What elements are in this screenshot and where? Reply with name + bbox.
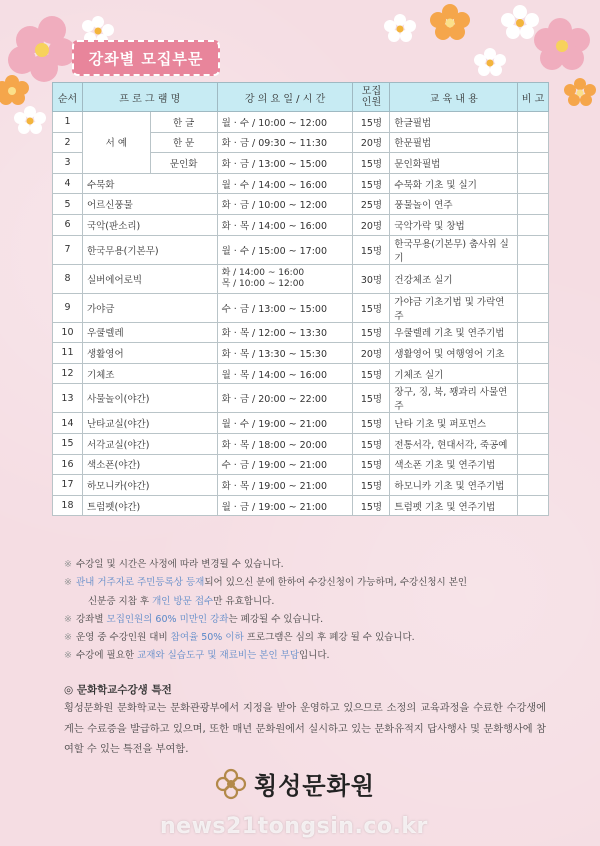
content-cell: 수묵화 기초 및 실기 <box>390 173 518 194</box>
benefit-text: 횡성문화원 문화학교는 문화관광부에서 지정을 받아 운영하고 있으므로 소정의 교육과정을 수료한 수강생에게는 수료증을 발급하고 있으며, 또한 매년 문화원에서 실시하고 있는 문화유적지 답사행사 및 문화행사에 참여할 수 있는 특전을 부여함. <box>64 703 546 755</box>
program-name-cell: 트럼펫(야간) <box>82 495 217 516</box>
note-1: ※ 수강일 및 시간은 사정에 따라 변경될 수 있습니다. <box>64 559 284 570</box>
time-cell: 수 · 금 / 13:00 ~ 15:00 <box>217 293 353 322</box>
count-cell: 15명 <box>353 495 390 516</box>
benefit-title: ◎ 문화학교수강생 특전 <box>64 684 172 696</box>
note-cell <box>518 384 549 413</box>
row-number-cell: 15 <box>53 433 83 454</box>
table-row <box>53 293 549 322</box>
content-cell: 가야금 기초기법 및 가락연주 <box>390 293 518 322</box>
header-order: 순서 <box>53 83 83 112</box>
table-row <box>53 264 549 293</box>
note-cell <box>518 322 549 343</box>
row-number-cell: 13 <box>53 384 83 413</box>
count-cell: 15명 <box>353 112 390 133</box>
note-cell <box>518 264 549 293</box>
time-cell: 월 · 수 / 10:00 ~ 12:00 <box>217 112 353 133</box>
table-row <box>53 384 549 413</box>
note-cell <box>518 363 549 384</box>
count-cell: 15명 <box>353 475 390 496</box>
content-cell: 기체조 실기 <box>390 363 518 384</box>
note-3: ※ 강좌별 모집인원의 60% 미만인 강좌는 폐강될 수 있습니다. <box>64 613 324 625</box>
time-line-1: 화 / 14:00 ~ 16:00 <box>221 267 305 278</box>
count-cell: 15명 <box>353 384 390 413</box>
count-cell: 15명 <box>353 173 390 194</box>
time-cell: 화 · 목 / 12:00 ~ 13:30 <box>217 322 353 343</box>
count-cell: 15명 <box>353 363 390 384</box>
count-cell: 15명 <box>353 454 390 475</box>
content-cell: 하모니카 기초 및 연주기법 <box>390 475 518 496</box>
note-cell <box>518 132 549 153</box>
note-cell <box>518 343 549 364</box>
row-number-cell: 4 <box>53 173 83 194</box>
time-cell: 화 · 금 / 20:00 ~ 22:00 <box>217 384 353 413</box>
header-time: 강 의 요 일 / 시 간 <box>217 83 353 112</box>
program-name-cell: 서각교실(야간) <box>82 433 217 454</box>
program-name-cell: 가야금 <box>82 293 217 322</box>
count-cell: 15명 <box>353 413 390 434</box>
time-cell: 월 · 수 / 15:00 ~ 17:00 <box>217 235 353 264</box>
row-number-cell: 6 <box>53 214 83 235</box>
table-row <box>53 322 549 343</box>
program-sub-cell: 문인화 <box>150 153 217 174</box>
program-name-cell: 기체조 <box>82 363 217 384</box>
row-number-cell: 2 <box>53 132 83 153</box>
notes-section <box>64 556 544 666</box>
header-program: 프 로 그 램 명 <box>82 83 217 112</box>
row-number-cell: 18 <box>53 495 83 516</box>
table-row <box>53 363 549 384</box>
table-row <box>53 112 549 133</box>
note-cell <box>518 433 549 454</box>
content-cell: 한국무용(기본무) 춤사위 실기 <box>390 235 518 264</box>
row-number-cell: 5 <box>53 194 83 215</box>
table-header-row <box>53 83 549 112</box>
count-cell: 20명 <box>353 343 390 364</box>
time-cell: 월 · 수 / 19:00 ~ 21:00 <box>217 413 353 434</box>
program-name-cell: 사물놀이(야간) <box>82 384 217 413</box>
program-name-cell: 실버에어로빅 <box>82 264 217 293</box>
time-cell: 월 · 수 / 14:00 ~ 16:00 <box>217 173 353 194</box>
note-5: ※ 수강에 필요한 교재와 실습도구 및 재료비는 본인 부담입니다. <box>64 650 330 662</box>
note-2-cont: 신분증 지참 후 개인 방문 접수만 유효합니다. <box>88 595 275 607</box>
count-cell: 30명 <box>353 264 390 293</box>
header-note: 비 고 <box>518 83 549 112</box>
time-cell: 화 · 금 / 09:30 ~ 11:30 <box>217 132 353 153</box>
row-number-cell: 1 <box>53 112 83 133</box>
program-name-cell: 난타교실(야간) <box>82 413 217 434</box>
time-line-2: 목 / 10:00 ~ 12:00 <box>221 278 305 289</box>
note-cell <box>518 235 549 264</box>
table-row <box>53 475 549 496</box>
time-cell: 수 · 금 / 19:00 ~ 21:00 <box>217 454 353 475</box>
program-name-cell: 우쿨렐레 <box>82 322 217 343</box>
program-name-cell: 한국무용(기본무) <box>82 235 217 264</box>
count-cell: 15명 <box>353 433 390 454</box>
row-number-cell: 12 <box>53 363 83 384</box>
program-name-cell: 생활영어 <box>82 343 217 364</box>
count-cell: 20명 <box>353 214 390 235</box>
program-name-cell: 색소폰(야간) <box>82 454 217 475</box>
table-row <box>53 413 549 434</box>
row-number-cell: 7 <box>53 235 83 264</box>
row-number-cell: 16 <box>53 454 83 475</box>
content-cell: 우쿨렐레 기초 및 연주기법 <box>390 322 518 343</box>
note-cell <box>518 112 549 133</box>
table-row <box>53 343 549 364</box>
content-cell: 문인화필법 <box>390 153 518 174</box>
content-cell: 건강체조 실기 <box>390 264 518 293</box>
note-cell <box>518 173 549 194</box>
content-cell: 국악가락 및 창법 <box>390 214 518 235</box>
content-cell: 난타 기초 및 퍼포먼스 <box>390 413 518 434</box>
time-cell: 화 · 금 / 10:00 ~ 12:00 <box>217 194 353 215</box>
row-number-cell: 17 <box>53 475 83 496</box>
table-row <box>53 214 549 235</box>
time-cell: 화 · 목 / 18:00 ~ 20:00 <box>217 433 353 454</box>
note-cell <box>518 475 549 496</box>
content-cell: 풍물놀이 연주 <box>390 194 518 215</box>
group-label-cell: 서 예 <box>82 112 150 174</box>
note-cell <box>518 495 549 516</box>
content-cell: 한글필법 <box>390 112 518 133</box>
row-number-cell: 10 <box>53 322 83 343</box>
flower-emblem-icon <box>214 767 248 801</box>
table-row <box>53 235 549 264</box>
course-table <box>52 82 549 516</box>
time-cell: 화 · 목 / 13:30 ~ 15:30 <box>217 343 353 364</box>
program-name-cell: 국악(판소리) <box>82 214 217 235</box>
row-number-cell: 3 <box>53 153 83 174</box>
header-count: 모집 인원 <box>353 83 390 112</box>
table-row <box>53 495 549 516</box>
program-name-cell: 하모니카(야간) <box>82 475 217 496</box>
content-cell: 전통서각, 현대서각, 죽공예 <box>390 433 518 454</box>
note-cell <box>518 454 549 475</box>
count-cell: 20명 <box>353 132 390 153</box>
row-number-cell: 9 <box>53 293 83 322</box>
time-cell: 월 · 금 / 19:00 ~ 21:00 <box>217 495 353 516</box>
note-cell <box>518 194 549 215</box>
note-cell <box>518 293 549 322</box>
note-4: ※ 운영 중 수강인원 대비 참여율 50% 이하 프로그램은 심의 후 폐강 될 수 있습니다. <box>64 632 415 644</box>
table-row <box>53 454 549 475</box>
note-cell <box>518 214 549 235</box>
content-cell: 트럼펫 기초 및 연주기법 <box>390 495 518 516</box>
count-cell: 25명 <box>353 194 390 215</box>
table-row <box>53 194 549 215</box>
count-cell: 15명 <box>353 293 390 322</box>
program-sub-cell: 한 문 <box>150 132 217 153</box>
program-name-cell: 수묵화 <box>82 173 217 194</box>
time-cell: 화 · 목 / 14:00 ~ 16:00 <box>217 214 353 235</box>
note-cell <box>518 413 549 434</box>
count-cell: 15명 <box>353 235 390 264</box>
table-row <box>53 173 549 194</box>
row-number-cell: 8 <box>53 264 83 293</box>
time-cell: 화 · 목 / 19:00 ~ 21:00 <box>217 475 353 496</box>
time-cell: 화 · 금 / 13:00 ~ 15:00 <box>217 153 353 174</box>
row-number-cell: 11 <box>53 343 83 364</box>
time-cell <box>217 264 353 293</box>
cultural-center-logo <box>214 766 375 801</box>
content-cell: 한문필법 <box>390 132 518 153</box>
header-content: 교 육 내 용 <box>390 83 518 112</box>
logo-text: 횡성문화원 <box>254 771 375 800</box>
content-cell: 색소폰 기초 및 연주기법 <box>390 454 518 475</box>
program-name-cell: 어르신풍물 <box>82 194 217 215</box>
count-cell: 15명 <box>353 322 390 343</box>
note-2: ※ 관내 거주자로 주민등록상 등재되어 있으신 분에 한하여 수강신청이 가능하며, 수강신청시 본인 <box>64 577 468 589</box>
content-cell: 생활영어 및 여행영어 기초 <box>390 343 518 364</box>
section-title-badge: 강좌별 모집부문 <box>72 40 220 76</box>
program-sub-cell: 한 글 <box>150 112 217 133</box>
count-cell: 15명 <box>353 153 390 174</box>
row-number-cell: 14 <box>53 413 83 434</box>
time-cell: 월 · 목 / 14:00 ~ 16:00 <box>217 363 353 384</box>
table-row <box>53 433 549 454</box>
content-cell: 장구, 징, 북, 꽹과리 사물연주 <box>390 384 518 413</box>
watermark: news21tongsin.co.kr <box>160 814 428 839</box>
note-cell <box>518 153 549 174</box>
